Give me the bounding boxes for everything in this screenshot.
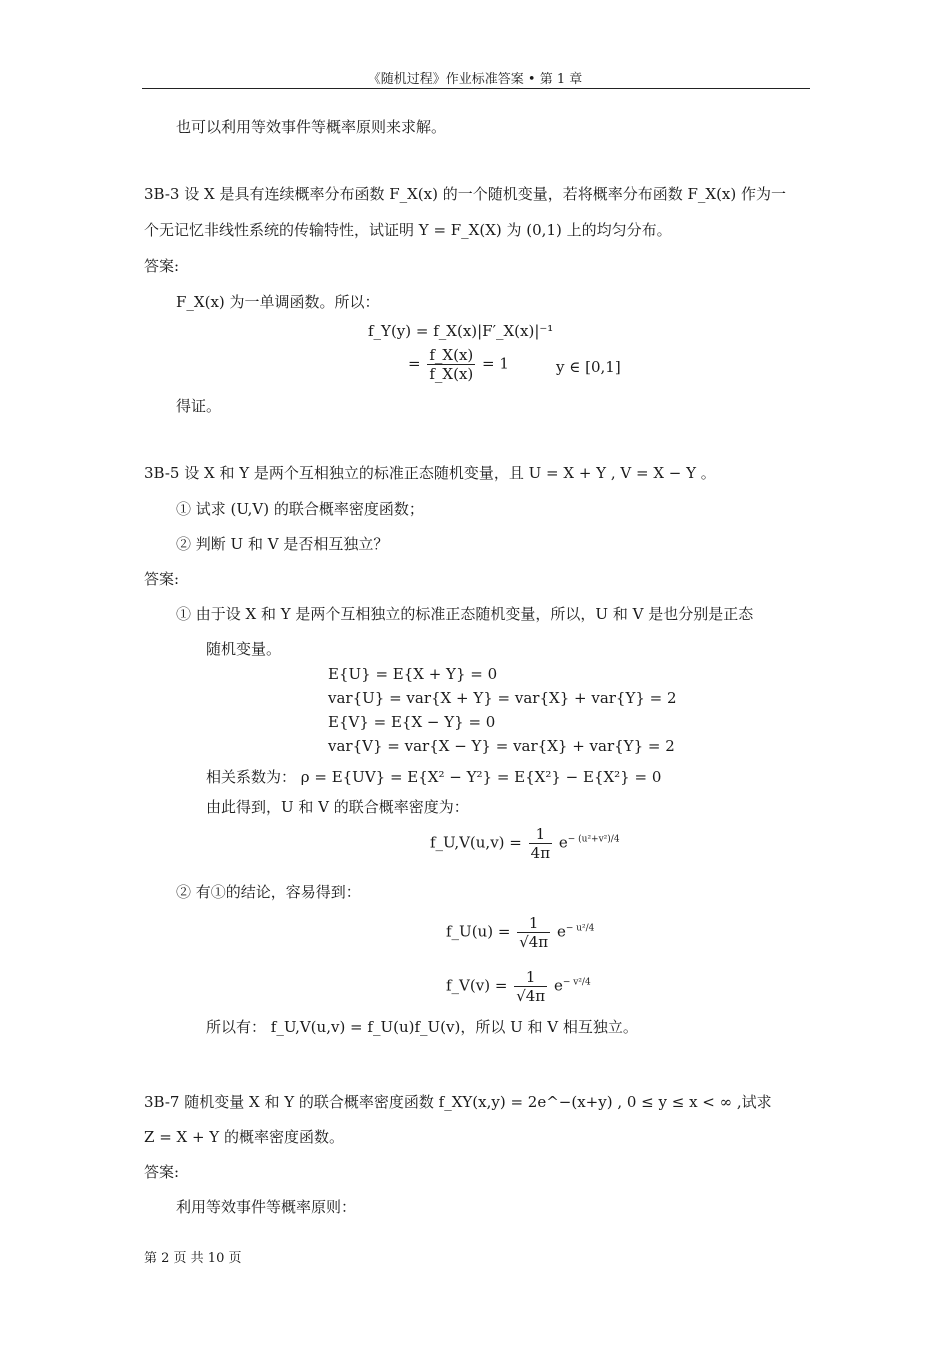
answer-3b5-2-line: ② 有①的结论，容易得到： <box>176 883 361 901</box>
answer-label-3b7: 答案: <box>144 1163 180 1181</box>
math-ev: E{V} = E{X − Y} = 0 <box>328 713 496 731</box>
page-header: 《随机过程》作业标准答案 • 第 1 章 <box>367 72 583 87</box>
problem-3b5-sub1: ① 试求 (U,V) 的联合概率密度函数； <box>176 500 424 518</box>
problem-3b3-line2: 个无记忆非线性系统的传输特性，试证明 Y = F_X(X) 为 (0,1) 上的均匀分布。 <box>144 221 672 239</box>
joint-density-equation: f_U,V(u,v) = $\frac{1}{4\pi}$ $e^{- (u^2+v^2)/4}$ <box>430 825 620 862</box>
marginal-fu-equation: f_U(u) = $\frac{1}{√4\pi}$ $e^{- u^2/4}$ <box>446 914 595 951</box>
answer-3b5-1-line2: 随机变量。 <box>206 640 282 658</box>
math-eu: E{U} = E{X + Y} = 0 <box>328 665 498 683</box>
answer-label-3b5: 答案: <box>144 570 180 588</box>
equation-3b3-2: = $\frac{f\_X(x)}{f\_X(x)}$ = 1 <box>408 346 509 383</box>
problem-3b7-line2: Z = X + Y 的概率密度函数。 <box>144 1128 344 1146</box>
answer-3b3-line1: F_X(x) 为一单调函数。所以： <box>176 293 380 311</box>
problem-3b3-line1: 3B-3 设 X 是具有连续概率分布函数 F_X(x) 的一个随机变量，若将概率分布函数 F_X(x) 作为一 <box>144 185 787 203</box>
problem-3b5-line1: 3B-5 设 X 和 Y 是两个互相独立的标准正态随机变量，且 U = X + Y , V = X − Y 。 <box>144 464 716 482</box>
marginal-fv-equation: f_V(v) = $\frac{1}{√4\pi}$ $e^{- v^2/4}$ <box>446 968 591 1005</box>
problem-3b5-sub2: ② 判断 U 和 V 是否相互独立？ <box>176 535 389 553</box>
correlation-line: 相关系数为： ρ = E{UV} = E{X² − Y²} = E{X²} − E{X²} = 0 <box>206 768 662 786</box>
joint-density-intro: 由此得到，U 和 V 的联合概率密度为： <box>206 798 469 816</box>
answer-3b5-1-line1: ① 由于设 X 和 Y 是两个互相独立的标准正态随机变量，所以，U 和 V 是也分别是正态 <box>176 605 754 623</box>
header-rule <box>142 88 810 89</box>
independence-conclusion: 所以有： f_U,V(u,v) = f_U(u)f_U(v)，所以 U 和 V 相互独立。 <box>206 1018 638 1036</box>
answer-label-3b3: 答案: <box>144 257 180 275</box>
math-varv: var{V} = var{X − Y} = var{X} + var{Y} = 2 <box>328 737 675 755</box>
math-varu: var{U} = var{X + Y} = var{X} + var{Y} = 2 <box>328 689 677 707</box>
equation-3b3-range: y ∈ [0,1] <box>556 358 621 376</box>
intro-line: 也可以利用等效事件等概率原则来求解。 <box>176 118 447 136</box>
equation-3b3-1: f_Y(y) = f_X(x)|F′_X(x)|⁻¹ <box>368 322 554 340</box>
problem-3b7-line1: 3B-7 随机变量 X 和 Y 的联合概率密度函数 f_XY(x,y) = 2e^−(x+y) , 0 ≤ y ≤ x < ∞ ,试求 <box>144 1093 772 1111</box>
answer-3b3-conclusion: 得证。 <box>176 397 222 415</box>
page-footer: 第 2 页 共 10 页 <box>144 1251 242 1266</box>
answer-3b7-line1: 利用等效事件等概率原则： <box>176 1198 357 1216</box>
